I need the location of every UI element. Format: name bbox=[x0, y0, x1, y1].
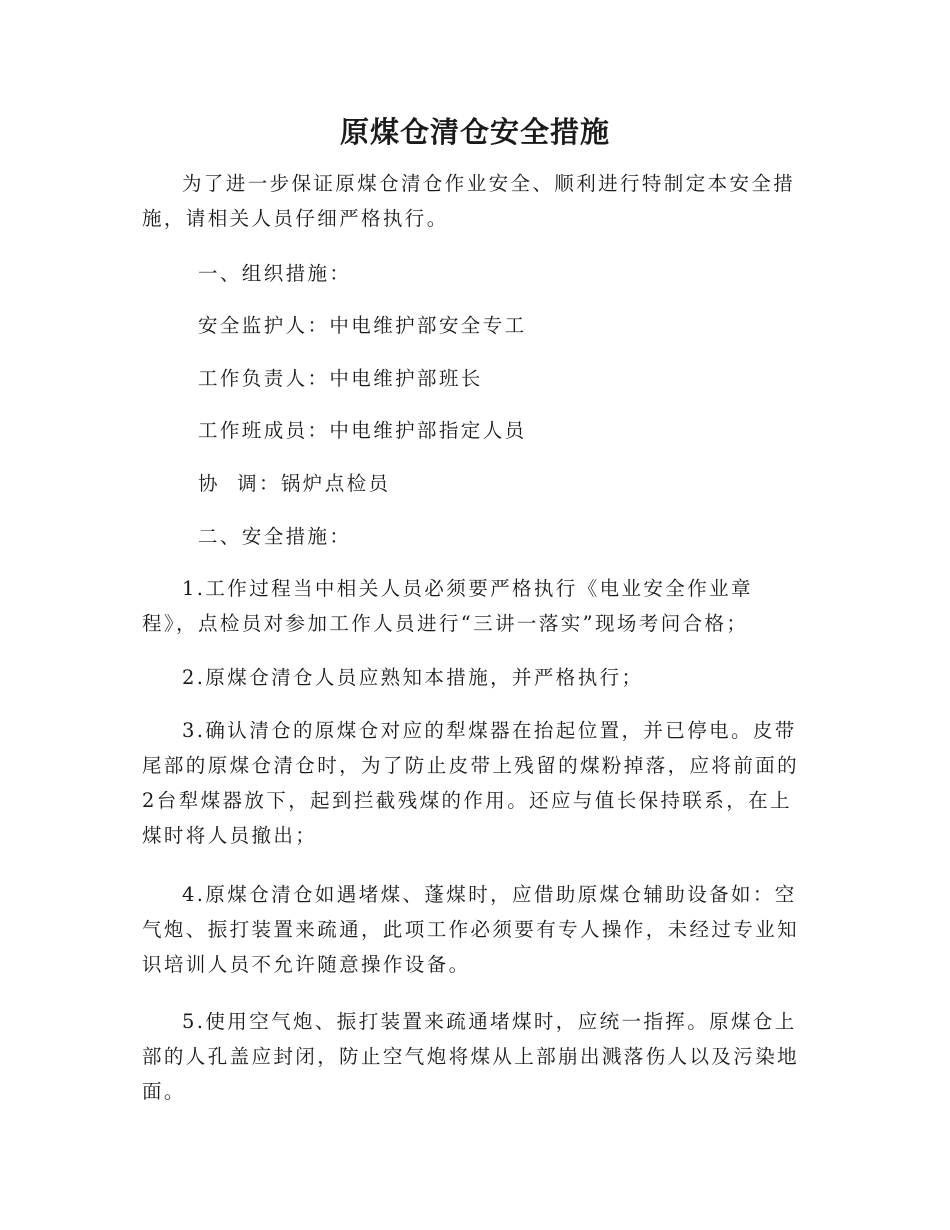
section-heading-organization: 一、组织措施： bbox=[198, 262, 352, 285]
work-leader-line: 工作负责人：中电维护部班长 bbox=[198, 367, 483, 390]
safety-supervisor-line: 安全监护人：中电维护部安全专工 bbox=[198, 314, 527, 337]
intro-paragraph: 为了进一步保证原煤仓清仓作业安全、顺利进行特制定本安全措施，请相关人员仔细严格执行。 bbox=[142, 172, 796, 230]
section-heading-safety: 二、安全措施： bbox=[198, 525, 352, 548]
measure-item-2: 2.原煤仓清仓人员应熟知本措施，并严格执行； bbox=[182, 666, 644, 689]
measure-item-3: 3.确认清仓的原煤仓对应的犁煤器在抬起位置，并已停电。皮带尾部的原煤仓清仓时，为了防止皮带上残留的煤粉掉落，应将前面的2台犁煤器放下，起到拦截残煤的作用。还应与值长保持联系，在上煤时将人员撤出； bbox=[142, 719, 800, 847]
team-members-line: 工作班成员：中电维护部指定人员 bbox=[198, 419, 527, 442]
document-title: 原煤仓清仓安全措施 bbox=[339, 115, 610, 149]
measure-item-5: 5.使用空气炮、振打装置来疏通堵煤时，应统一指挥。原煤仓上部的人孔盖应封闭，防止空气炮将煤从上部崩出溅落伤人以及污染地面。 bbox=[142, 1010, 800, 1103]
coordinator-line: 协 调：锅炉点检员 bbox=[198, 472, 391, 495]
measure-item-4: 4.原煤仓清仓如遇堵煤、蓬煤时，应借助原煤仓辅助设备如：空气炮、振打装置来疏通，此项工作必须要有专人操作，未经过专业知识培训人员不允许随意操作设备。 bbox=[142, 883, 800, 976]
measure-item-1: 1.工作过程当中相关人员必须要严格执行《电业安全作业章程》，点检员对参加工作人员进行“三讲一落实”现场考问合格； bbox=[142, 577, 753, 635]
